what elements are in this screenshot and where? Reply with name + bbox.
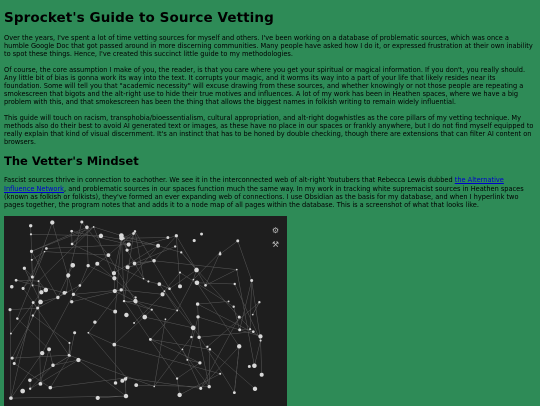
graph-node [15,279,18,282]
graph-edge [182,350,200,389]
graph-edge [124,301,152,310]
graph-edge [39,281,41,384]
graph-node [209,348,211,350]
graph-node [30,233,32,235]
graph-edge [88,266,114,279]
graph-node [176,310,178,312]
graph-edge [14,316,33,364]
mindset-paragraph [4,176,535,209]
graph-node [32,315,34,317]
graph-node [193,279,195,281]
graph-edge [210,350,255,389]
alternative-influence-network-link[interactable]: the Alternative Influence Network [4,176,504,192]
graph-edge [94,227,122,236]
graph-edge [69,343,70,355]
graph-node [134,384,138,388]
graph-node [120,288,123,291]
graph-node [9,397,13,401]
graph-node [208,385,211,388]
graph-node [228,301,230,303]
graph-node [38,300,43,305]
graph-node [71,243,74,246]
graph-edge [240,329,250,330]
graph-edge [150,311,177,340]
graph-node [198,361,201,364]
graph-node [124,394,128,398]
graph-node [73,332,76,335]
graph-edge [126,378,200,389]
graph-node [182,349,184,351]
graph-node [80,221,83,224]
graph-node [194,268,199,273]
graph-node [191,326,196,331]
graph-node [175,234,178,237]
graph-edge [72,244,148,282]
graph-edge [125,379,126,396]
graph-node [28,379,31,382]
graph-edge [206,270,237,286]
graph-node [30,250,33,253]
graph-edge [50,356,70,388]
graph-node [72,293,75,296]
graph-node [236,240,239,243]
graph-edge [88,333,114,345]
graph-node [158,283,162,287]
graph-node [134,230,136,232]
graph-edge [170,270,197,289]
graph-edge [49,350,53,366]
graph-node [252,331,255,334]
graph-node [237,344,241,348]
graph-edge [187,360,200,363]
graph-node [200,233,203,236]
graph-node [253,387,257,391]
graph-node [85,226,89,230]
graph-edge [114,246,158,273]
graph-edge [260,337,261,375]
graph-edge [17,319,49,350]
graph-edge [176,236,205,286]
graph-edge [115,236,121,312]
page-title: Sprocket's Guide to Source Vetting [4,10,535,26]
graph-settings-icon[interactable]: ⚒ [272,240,279,249]
graph-edge [135,301,177,310]
graph-node [149,338,152,341]
intro-paragraph-3: This guide will touch on racism, transphobia/bioessentialism, cultural appropriation, and alt-right dogwhistles as the core pillars of my vetting technique. My methods also do their best to avoid AI generated text or images, as these have no place in our spaces or frankly anywhere, but I do not find myself equipped to really explain that kind of visual discernment. It's an instinct that has to be honed by double checking, though there are extensions that can filter AI content on browsers. [4,114,535,147]
graph-edge [177,379,180,395]
graph-node [93,226,95,228]
graph-node [96,396,100,400]
graph-edge [207,302,259,347]
graph-node [31,259,33,261]
graph-node [126,249,129,252]
graph-node [124,313,128,317]
graph-node [250,279,253,282]
mindset-text-before: Fascist sources thrive in connection to eachother. We see it in the interconnected web of alt-right Youtubers that Rebecca Lewis dubbed [4,176,455,184]
graph-node [168,288,171,291]
graph-node [119,233,124,238]
graph-edge [124,238,168,239]
graph-node [153,386,155,388]
graph-node [196,316,199,319]
graph-node [56,296,59,299]
graph-node [70,230,73,233]
graph-node [45,247,48,250]
graph-edge [154,236,176,261]
graph-node [70,263,75,268]
graph-node [93,321,96,324]
graph-node [70,300,73,303]
graph-node [66,292,68,294]
graph-node [66,275,69,278]
graph-node [36,307,39,310]
graph-node [233,306,235,308]
graph-node [197,336,200,339]
graph-edge [73,264,97,295]
graph-edge [45,252,109,255]
graph-node [179,272,181,274]
graph-edge [154,337,191,386]
graph-node [219,373,221,375]
graph-node [123,300,125,302]
graph-node [113,310,117,314]
graph-node [165,319,167,321]
graph-node [16,318,18,320]
graph-edge [206,253,221,286]
graph-node [51,364,54,367]
graph-edge [180,374,221,395]
graph-edge [32,260,33,277]
graph-edge [197,283,235,284]
graph-edge [193,253,220,280]
graph-node [219,253,222,256]
graph-node [258,301,260,303]
graph-node [40,351,44,355]
intro-paragraph-1: Over the years, I've spent a lot of time vetting sources for myself and others. I've been working on a database of problematic sources, which was once a humble Google Doc that got passed around in more discerning communities. Many people have asked how I do it, or expressed frustration at their own inability to spot these things. Hence, I've created this succinct little guide to my methodologies. [4,34,535,59]
graph-node [147,281,149,283]
graph-node [32,285,34,287]
graph-edge [31,226,32,260]
graph-edge [53,360,78,365]
graph-node [195,281,200,286]
gear-icon[interactable]: ⚙ [272,226,279,235]
graph-node [133,322,135,324]
graph-node [50,221,54,225]
section-heading: The Vetter's Mindset [4,154,535,168]
graph-edge [73,295,115,312]
graph-node [39,290,43,294]
graph-node [166,236,169,239]
graph-node [196,303,199,306]
graph-node [120,379,124,383]
graph-node [260,373,264,377]
graph-edge [10,308,38,310]
graph-edge [254,341,260,366]
graph-node [132,232,135,235]
graph-edge [88,333,126,378]
graph-edge [238,241,252,281]
graph-node [127,243,131,247]
graph-edge [114,310,151,345]
graph-node [95,262,99,266]
graph-edge [181,253,196,271]
graph-node [193,239,196,242]
graph-edge [220,241,238,254]
graph-node [238,316,241,319]
graph-node [76,358,80,362]
graph-node [29,388,31,390]
graph-node [112,343,116,347]
graph-edge [52,223,73,295]
graph-node [49,386,53,390]
graph-node [156,244,160,248]
graph-edge [24,268,32,277]
graph-node [11,357,14,360]
graph-node [258,334,262,338]
graph-node [151,309,153,311]
graph-node [126,265,130,269]
graph-edge [41,298,58,302]
graph-node [252,314,254,316]
graph-node [113,289,117,293]
graph-node [190,336,192,338]
graph-node [79,284,82,287]
graph-edge [33,303,69,356]
graph-node [39,382,43,386]
graph-node [236,269,238,271]
graph-edge [80,266,88,286]
graph-node [134,297,136,299]
graph-node [47,348,51,352]
graph-node [31,276,34,279]
graph-node [199,387,202,390]
graph-edge [250,281,252,330]
graph-node [112,271,116,275]
node-graph [4,216,287,406]
graph-node [178,285,182,289]
graph-edge [115,291,152,310]
graph-node [44,288,49,293]
intro-paragraph-2: Of course, the core assumption I make of you, the reader, is that you care where you get your spiritual or magical information. If you don't, you really should. Any little bit of bias is gonna work its way into the text. It corrupts your magic, and it worms its way into a part of your life that likely resides near its foundation. Some will tell you that "academic necessity" will excuse drawing from these sources, and whether knowingly or not those people are repeating a smokescreen that bigots and the alt-right use to hide their true motives and influences. A lot of my work has been in Heathen spaces, where we have a big problem with this, and that smokescreen has been the thing that allows the biggest names in folkish writing to remain widely influential. [4,66,535,107]
graph-edges [10,222,262,398]
graph-edge [240,281,252,330]
graph-node [133,262,137,266]
graph-node [10,333,12,335]
graph-node [68,354,71,357]
graph-edge [78,360,126,396]
graph-node [134,300,137,303]
graph-edge [70,333,75,356]
graph-node [143,278,145,280]
mindset-text-after: , and problematic sources in our spaces function much the same way. In my work in tracking white supremacist sources in Heathen spaces (known as folkish or folkists), they've formed an ever expanding web of connections. I use Obsidian as the basis for my database, and when I hyperlink two pages together, the program notes that and adds it to a node map of all pages within the database. This is a screenshot of what that looks like. [4,185,524,209]
graph-edge [121,290,162,294]
graph-edge [209,350,210,387]
graph-edge [234,347,239,393]
graph-edge [198,302,229,305]
graph-edge [198,304,199,337]
graph-node [63,291,67,295]
graph-node [126,377,128,379]
graph-node [161,293,165,297]
graph-node [180,251,182,253]
graph-edge [10,310,11,398]
graph-node [233,391,236,394]
graph-node [248,365,251,368]
graph-node [29,224,32,227]
graph-node [114,381,117,384]
graph-node [87,264,90,267]
graph-edge [150,340,200,363]
graph-edge [199,332,253,338]
graph-node [163,290,165,292]
graph-node [176,378,178,380]
graph-node [206,346,208,348]
graph-edge [12,302,40,358]
node-graph-screenshot [4,216,287,406]
graph-node [32,301,35,304]
graph-node [38,280,40,282]
graph-node [260,340,262,342]
graph-node [238,329,241,332]
graph-node [234,283,236,285]
graph-edge [68,222,82,275]
graph-edge [114,273,115,291]
graph-node [174,246,176,248]
graph-node [186,359,188,361]
graph-node [22,287,25,290]
graph-node [252,364,257,369]
graph-node [68,342,70,344]
graph-node [13,362,16,365]
graph-edge [176,236,180,287]
graph-node [10,285,13,288]
graph-node [44,251,46,253]
graph-node [142,315,147,320]
graph-node [112,276,116,280]
graph-edge [187,317,198,360]
graph-node [87,332,89,334]
graph-edge [30,356,70,380]
graph-node [107,253,111,257]
graph-edge [164,273,180,292]
graph-node [9,308,12,311]
graph-node [204,284,207,287]
graph-node [177,393,181,397]
graph-node [249,328,251,330]
graph-node [23,267,26,270]
graph-node [99,234,103,238]
graph-node [20,389,25,394]
graph-node [152,259,155,262]
